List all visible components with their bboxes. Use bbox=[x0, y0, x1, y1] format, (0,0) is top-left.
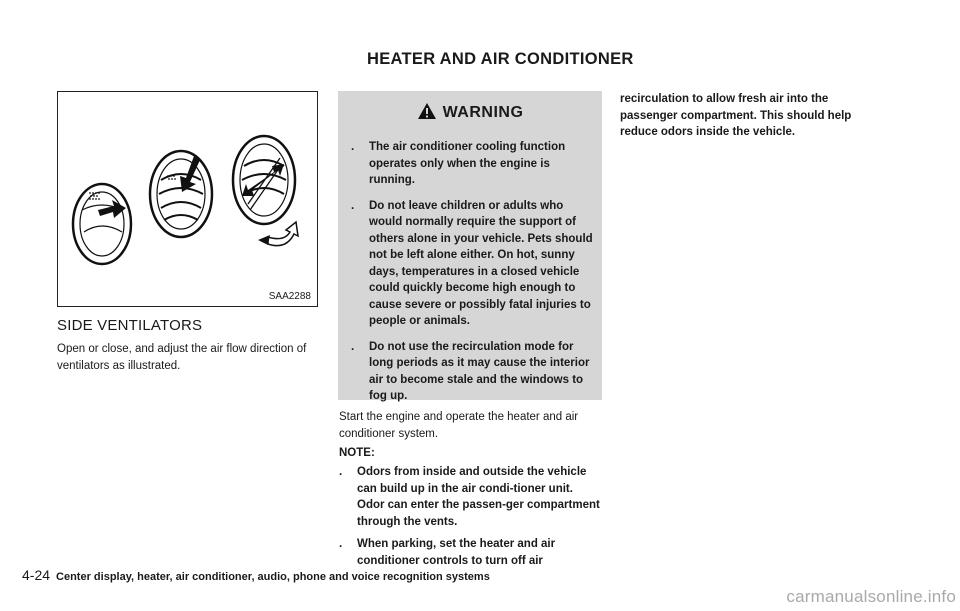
warning-list bbox=[351, 139, 597, 414]
page-footer bbox=[22, 567, 490, 583]
note-item: . When parking, set the heater and air conditioner controls to turn off air bbox=[339, 538, 556, 567]
section-title: HEATER AND AIR CONDITIONER bbox=[367, 50, 634, 68]
continued-note-text: recirculation to allow fresh air into the passenger compartment. This should help reduce odors inside the vehicle. bbox=[620, 93, 852, 138]
figure-code: SAA2288 bbox=[268, 291, 311, 302]
note-item: . Odors from inside and outside the vehicle can build up in the air condi-tioner unit. Odor can enter the passen-ger compartment through the vents. bbox=[339, 466, 600, 528]
page-number: 4-24 bbox=[22, 567, 51, 583]
watermark: carmanualsonline.info bbox=[786, 587, 956, 606]
side-ventilators-heading: SIDE VENTILATORS bbox=[57, 317, 203, 334]
warning-item: . The air conditioner cooling function operates only when the engine is running. bbox=[351, 141, 566, 186]
warning-triangle-icon bbox=[417, 102, 437, 120]
vent-direction-icon bbox=[233, 136, 298, 246]
vent-diagram bbox=[58, 92, 317, 306]
note-list bbox=[339, 464, 603, 575]
chapter-title: Center display, heater, air conditioner, audio, phone and voice recognition systems bbox=[56, 571, 490, 583]
vent-closed-icon bbox=[73, 184, 131, 264]
vent-open-icon bbox=[150, 151, 212, 237]
note-label: NOTE: bbox=[339, 447, 375, 459]
vent-illustration bbox=[57, 91, 318, 307]
side-ventilators-text: Open or close, and adjust the air flow direction of ventilators as illustrated. bbox=[57, 343, 307, 372]
warning-item: . Do not leave children or adults who would normally require the support of others alone in your vehicle. Pets should not be left alone either. On hot, sunny days, temperatures in a closed vehicle could quickly become high enough to cause severe or possibly fatal injuries to people or animals. bbox=[351, 199, 593, 327]
start-engine-text: Start the engine and operate the heater and air conditioner system. bbox=[339, 411, 579, 440]
warning-box bbox=[338, 91, 602, 400]
warning-item: . Do not use the recirculation mode for long periods as it may cause the interior air to become stale and the windows to fog up. bbox=[351, 340, 590, 402]
warning-title: WARNING bbox=[442, 104, 524, 121]
warning-header bbox=[338, 102, 602, 122]
